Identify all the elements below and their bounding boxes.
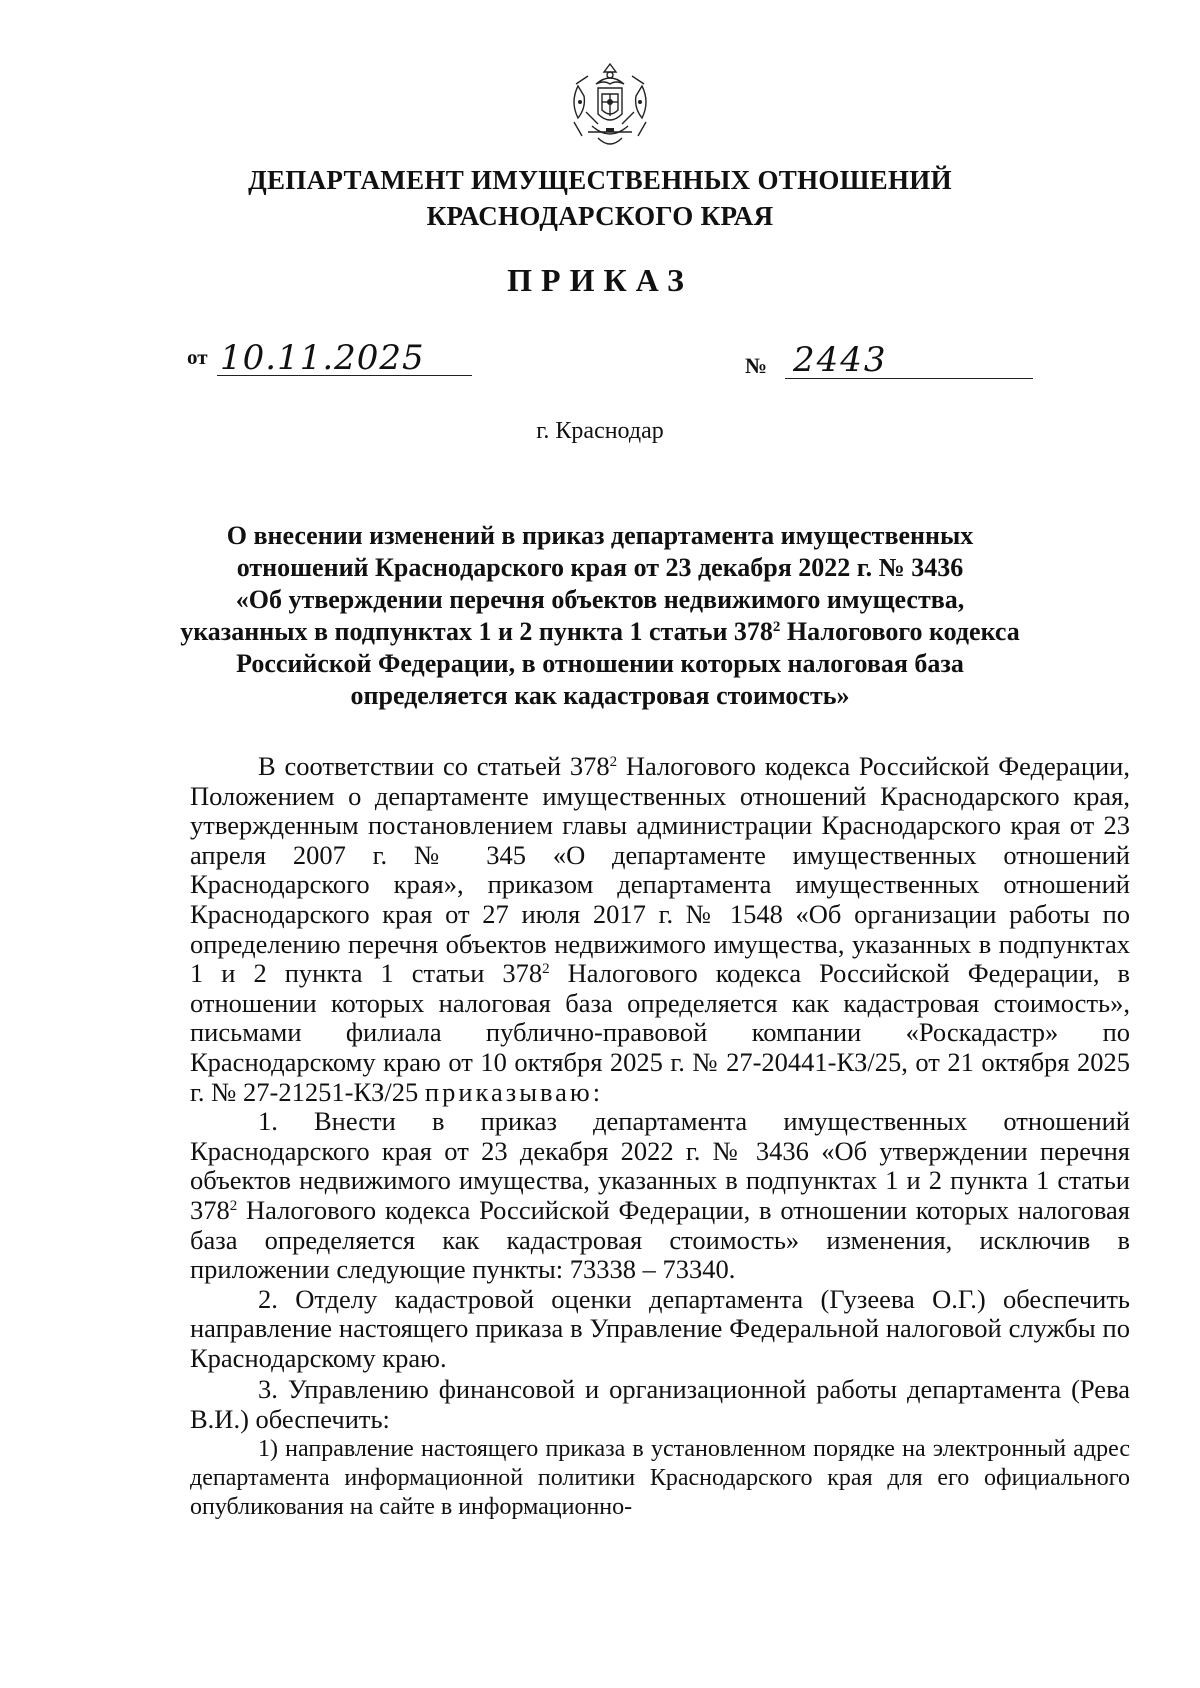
title-line: «Об утверждении перечня объектов недвижимого имущества, [235,585,965,614]
document-body [190,752,1130,1522]
superscript: 2 [542,961,550,978]
number-handwritten: 2443 [793,340,888,380]
paragraph-text: Налогового кодекса Российской Федерации, в отношении которых налоговая база определяется как кадастровая стоимость», письмами филиала публично-правовой компании «Роскадастр» по Краснодарскому краю от 10 октября 2025 г. № 27-20441-КЗ/25, от 21 октября 2025 г. № 27-21251-КЗ/25 [190,958,1130,1107]
title-line: О внесении изменений в приказ департамента имущественных [226,521,974,550]
title-text: Налогового кодекса [780,617,1020,646]
date-prefix: от [187,345,208,369]
number-sign: № [745,353,768,378]
date-handwritten: 10.11.2025 [220,338,425,378]
date-underline [217,375,472,376]
title-text: указанных в подпунктах 1 и 2 пункта 1 статьи 378 [180,617,773,646]
department-name-line-1: ДЕПАРТАМЕНТ ИМУЩЕСТВЕННЫХ ОТНОШЕНИЙ [248,165,952,195]
department-name [0,162,1200,234]
superscript: 2 [772,619,781,635]
paragraph-text: Налогового кодекса Российской Федерации, Положением о департаменте имущественных отношений Краснодарского края, утвержденным постановлением главы администрации Краснодарского края от 23 апреля 2007 г. № 345 «О департаменте имущественных отношений Краснодарского края», приказом департамента имущественных отношений Краснодарского края от 27 июля 2017 г. № 1548 «Об организации работы по определению перечня объектов недвижимого имущества, указанных в подпунктах 1 и 2 пункта 1 статьи 378 [190,751,1130,989]
paragraph-text: 1. Внести в приказ департамента имущественных отношений Краснодарского края от 23 декабря 2022 г. № 3436 «Об утверждении перечня объектов недвижимого имущества, указанных в подпунктах 1 и 2 пункта 1 статьи 378 [190,1106,1130,1225]
clause-1 [190,1107,1130,1285]
superscript: 2 [609,754,618,770]
department-name-line-2: КРАСНОДАРСКОГО КРАЯ [426,201,774,231]
title-line: отношений Краснодарского края от 23 декабря 2022 г. № 3436 [236,553,964,582]
title-line: Российской Федерации, в отношении которых налоговая база [236,649,964,678]
document-title [160,520,1040,712]
paragraph-text: Налогового кодекса Российской Федерации, в отношении которых налоговая база определяется как кадастровая стоимость» изменения, исключив в приложении следующие пункты: 73338 – 73340. [190,1194,1130,1285]
paragraph-text: В соответствии со статьей 378 [258,751,610,781]
title-line [160,616,1040,648]
document-type: ПРИКАЗ [507,262,693,298]
title-line: определяется как кадастровая стоимость» [350,681,850,710]
preamble-paragraph [190,752,1130,1107]
number-underline [785,378,1033,379]
city: г. Краснодар [536,418,664,444]
clause-3: 3. Управлению финансовой и организационной работы департамента (Рева В.И.) обеспечить: [190,1374,1130,1435]
coat-of-arms-icon [568,62,652,152]
clause-2: 2. Отделу кадастровой оценки департамента (Гузеева О.Г.) обеспечить направление настоящего приказа в Управление Федеральной налоговой службы по Краснодарскому краю. [190,1283,1130,1373]
order-word: приказываю: [424,1076,604,1107]
superscript: 2 [229,1197,238,1214]
clause-3-subitem-1: 1) направление настоящего приказа в установленном порядке на электронный адрес департамента информационной политики Краснодарского края для его официального опубликования на сайте в информационно- [190,1435,1130,1520]
